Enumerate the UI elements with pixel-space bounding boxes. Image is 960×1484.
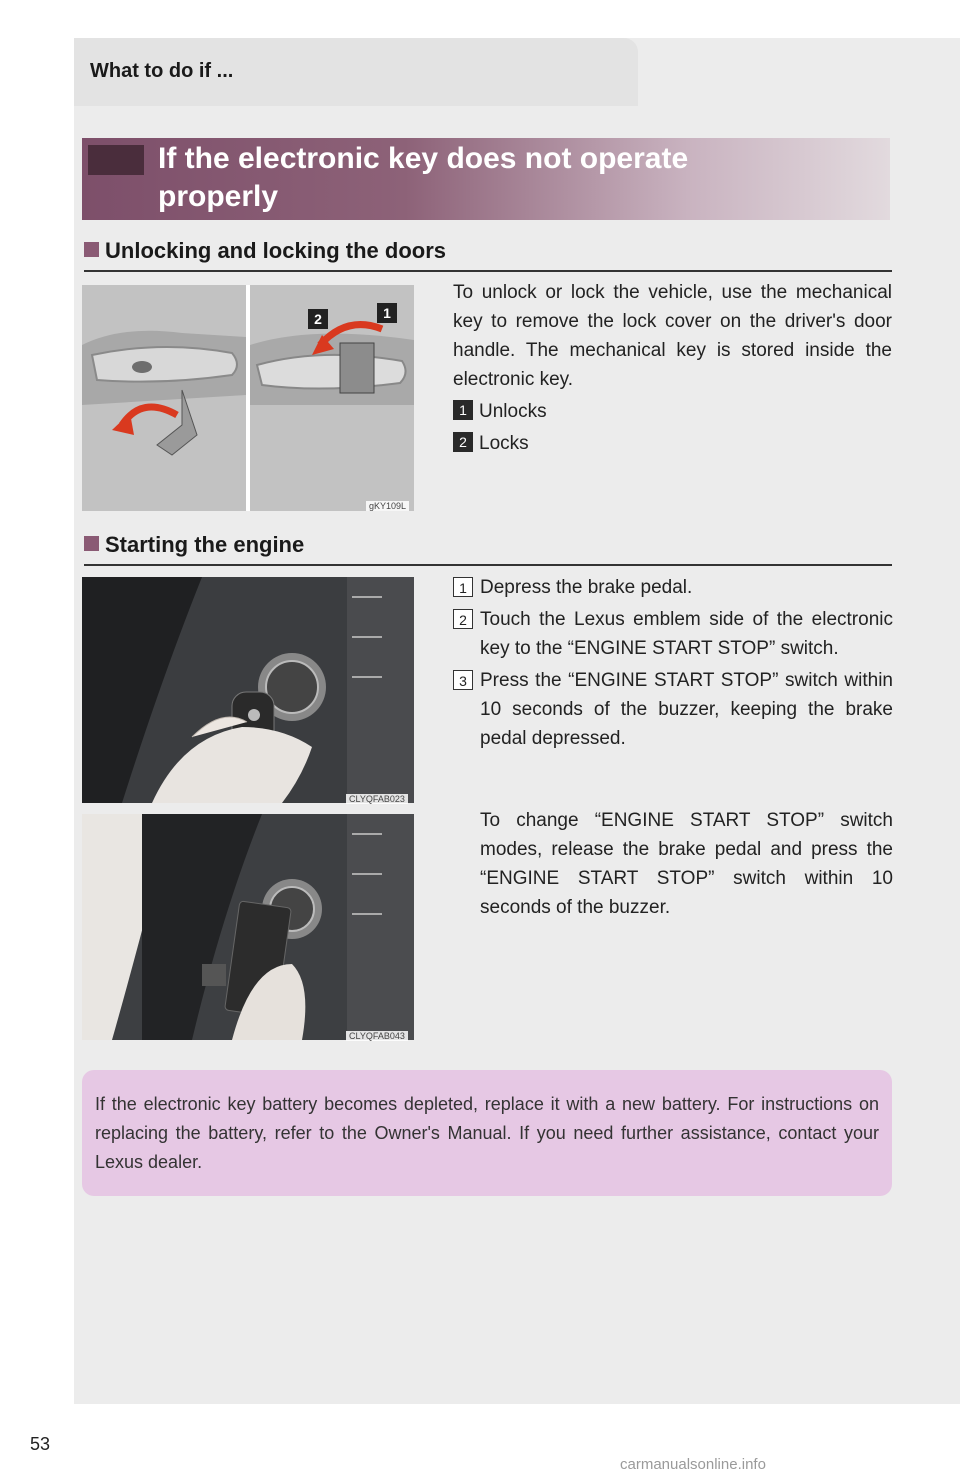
photo2-code: CLYQFAB043 <box>346 1031 408 1041</box>
section-heading-text: Unlocking and locking the doors <box>105 238 447 263</box>
banner-swatch <box>88 145 144 175</box>
figure-code: gKY109L <box>366 501 409 511</box>
legend-number: 1 <box>453 400 473 420</box>
unlock-instructions: To unlock or lock the vehicle, use the mechanical key to remove the lock cover on the driver's door handle. The mechanical key is stored inside the electronic key. <box>453 282 892 390</box>
banner-title <box>158 140 758 216</box>
battery-note-text: If the electronic key battery becomes depleted, replace it with a new battery. For instructions on replacing the battery, refer to the Owner's Manual. If you need further assistance, contact your Lexus dealer. <box>95 1094 879 1172</box>
step-number: 2 <box>453 609 473 629</box>
step-text: Depress the brake pedal. <box>480 577 693 598</box>
step-1 <box>453 573 893 602</box>
section-rule <box>84 270 892 272</box>
page-number: 53 <box>30 1434 51 1454</box>
figure-label-1: 1 <box>383 305 391 321</box>
legend-label: Unlocks <box>479 401 547 422</box>
photo1-code: CLYQFAB023 <box>346 794 408 804</box>
mode-change-note <box>453 806 893 922</box>
step-2 <box>453 605 893 663</box>
section-heading-doors <box>84 238 446 264</box>
step-number: 1 <box>453 577 473 597</box>
figure-label-2: 2 <box>314 311 322 327</box>
step-text: Press the “ENGINE START STOP” switch within 10 seconds of the buzzer, keeping the brake pedal depressed. <box>480 670 893 749</box>
banner-title-line1: If the electronic key does not operate <box>158 142 689 175</box>
header-title: What to do if ... <box>90 60 234 82</box>
battery-note-box <box>82 1070 892 1196</box>
heading-marker-icon <box>84 536 99 551</box>
banner-title-line2: properly <box>158 180 279 213</box>
card-key-photo <box>82 814 414 1040</box>
watermark: carmanualsonline.info <box>620 1456 766 1473</box>
key-touch-photo <box>82 577 414 803</box>
section-rule <box>84 564 892 566</box>
legend-label: Locks <box>479 433 529 454</box>
heading-marker-icon <box>84 242 99 257</box>
section-heading-engine <box>84 532 304 558</box>
step-3 <box>453 666 893 753</box>
section-heading-text: Starting the engine <box>105 532 305 557</box>
legend-item-unlocks <box>453 397 893 426</box>
step-text: Touch the Lexus emblem side of the electronic key to the “ENGINE START STOP” switch. <box>480 609 893 659</box>
mode-change-text: To change “ENGINE START STOP” switch modes, release the brake pedal and press the “ENGINE START STOP” switch within 10 seconds of the buzzer. <box>480 810 893 918</box>
door-handle-figure <box>82 285 414 511</box>
legend-number: 2 <box>453 432 473 452</box>
step-number: 3 <box>453 670 473 690</box>
legend-item-locks <box>453 429 893 458</box>
